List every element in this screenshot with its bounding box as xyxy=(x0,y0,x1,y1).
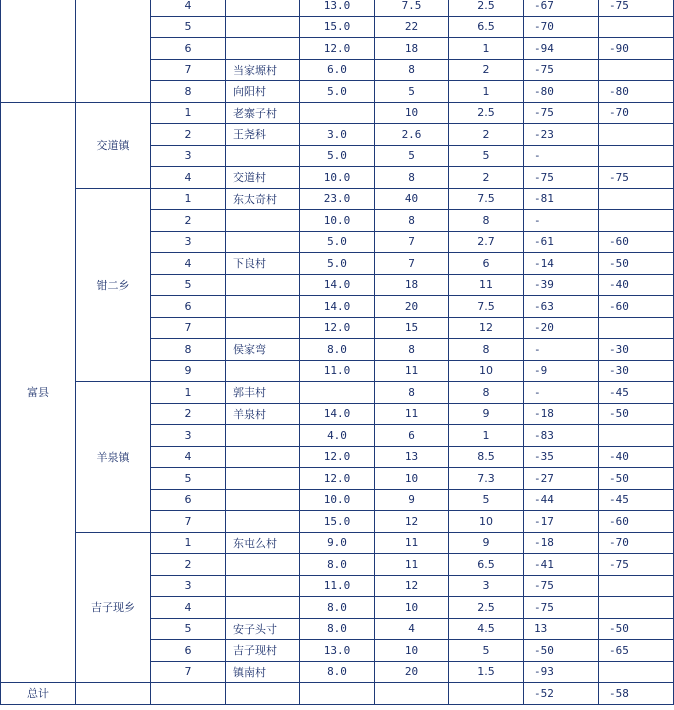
village-cell: 东屯么村 xyxy=(226,532,300,554)
change-a-cell: -93 xyxy=(524,661,599,683)
change-a-cell: -75 xyxy=(524,575,599,597)
serial-number-cell: 4 xyxy=(151,253,226,275)
change-b-cell xyxy=(599,210,674,232)
change-b-cell xyxy=(599,575,674,597)
value-c-cell: 6.5 xyxy=(449,554,524,576)
serial-number-cell: 3 xyxy=(151,575,226,597)
value-a-cell: 12.0 xyxy=(300,468,375,490)
value-c-cell: 4.5 xyxy=(449,618,524,640)
serial-number-cell: 8 xyxy=(151,81,226,103)
value-c-cell: 6.5 xyxy=(449,16,524,38)
change-b-cell xyxy=(599,597,674,619)
value-a-cell: 10.0 xyxy=(300,489,375,511)
total-serial-number-cell xyxy=(151,683,226,705)
value-b-cell: 8 xyxy=(375,59,449,81)
value-c-cell: 10 xyxy=(449,511,524,533)
value-a-cell: 8.0 xyxy=(300,597,375,619)
village-cell: 羊泉村 xyxy=(226,403,300,425)
change-b-cell: -60 xyxy=(599,511,674,533)
change-b-cell: -60 xyxy=(599,296,674,318)
serial-number-cell: 1 xyxy=(151,382,226,404)
value-a-cell: 11.0 xyxy=(300,575,375,597)
change-b-cell: -30 xyxy=(599,360,674,382)
change-a-cell: 13 xyxy=(524,618,599,640)
value-a-cell: 5.0 xyxy=(300,231,375,253)
value-c-cell: 2.5 xyxy=(449,597,524,619)
value-b-cell: 9 xyxy=(375,489,449,511)
value-a-cell: 8.0 xyxy=(300,661,375,683)
change-b-cell xyxy=(599,188,674,210)
table-row xyxy=(1,382,674,404)
value-b-cell: 5 xyxy=(375,145,449,167)
value-c-cell: 8 xyxy=(449,382,524,404)
value-c-cell: 2 xyxy=(449,59,524,81)
serial-number-cell: 3 xyxy=(151,425,226,447)
value-b-cell: 2.6 xyxy=(375,124,449,146)
total-label: 总计 xyxy=(1,683,76,705)
value-b-cell: 15 xyxy=(375,317,449,339)
change-a-cell: -9 xyxy=(524,360,599,382)
village-cell: 郭丰村 xyxy=(226,382,300,404)
total-row xyxy=(1,683,674,705)
serial-number-cell: 1 xyxy=(151,188,226,210)
change-a-cell: -75 xyxy=(524,597,599,619)
value-b-cell: 5 xyxy=(375,81,449,103)
value-c-cell: 7.5 xyxy=(449,188,524,210)
value-b-cell: 40 xyxy=(375,188,449,210)
serial-number-cell: 1 xyxy=(151,532,226,554)
change-b-cell: -65 xyxy=(599,640,674,662)
village-cell xyxy=(226,446,300,468)
serial-number-cell: 7 xyxy=(151,59,226,81)
county-cell: 富县 xyxy=(1,102,76,683)
value-c-cell: 3 xyxy=(449,575,524,597)
change-b-cell: -40 xyxy=(599,274,674,296)
village-cell: 当家塬村 xyxy=(226,59,300,81)
change-b-cell xyxy=(599,317,674,339)
serial-number-cell: 4 xyxy=(151,167,226,189)
village-cell xyxy=(226,425,300,447)
value-b-cell: 18 xyxy=(375,274,449,296)
table-row xyxy=(1,188,674,210)
value-c-cell: 9 xyxy=(449,532,524,554)
value-c-cell: 2.7 xyxy=(449,231,524,253)
change-a-cell: -44 xyxy=(524,489,599,511)
value-c-cell: 2 xyxy=(449,124,524,146)
village-cell xyxy=(226,210,300,232)
value-b-cell: 10 xyxy=(375,102,449,124)
change-a-cell: -18 xyxy=(524,532,599,554)
value-c-cell: 1.5 xyxy=(449,661,524,683)
change-a-cell: -18 xyxy=(524,403,599,425)
change-a-cell: -63 xyxy=(524,296,599,318)
serial-number-cell: 6 xyxy=(151,489,226,511)
town-cell: 吉子现乡 xyxy=(76,532,151,683)
value-a-cell xyxy=(300,382,375,404)
value-c-cell: 2.5 xyxy=(449,102,524,124)
serial-number-cell: 4 xyxy=(151,0,226,16)
change-b-cell: -70 xyxy=(599,102,674,124)
serial-number-cell: 2 xyxy=(151,403,226,425)
change-b-cell: -45 xyxy=(599,489,674,511)
serial-number-cell: 9 xyxy=(151,360,226,382)
village-cell xyxy=(226,360,300,382)
value-b-cell: 20 xyxy=(375,296,449,318)
value-b-cell: 11 xyxy=(375,532,449,554)
town-cell xyxy=(76,0,151,102)
table-body xyxy=(1,0,674,704)
change-a-cell: - xyxy=(524,382,599,404)
change-b-cell: -50 xyxy=(599,403,674,425)
change-b-cell xyxy=(599,16,674,38)
county-cell-empty xyxy=(1,0,76,102)
serial-number-cell: 4 xyxy=(151,597,226,619)
total-change-b-cell: -58 xyxy=(599,683,674,705)
value-c-cell: 1 xyxy=(449,425,524,447)
value-c-cell: 5 xyxy=(449,489,524,511)
change-b-cell: -80 xyxy=(599,81,674,103)
change-a-cell: -20 xyxy=(524,317,599,339)
value-c-cell: 8.5 xyxy=(449,446,524,468)
change-b-cell: -75 xyxy=(599,554,674,576)
change-a-cell: -94 xyxy=(524,38,599,60)
serial-number-cell: 2 xyxy=(151,554,226,576)
change-a-cell: -75 xyxy=(524,167,599,189)
value-b-cell: 8 xyxy=(375,167,449,189)
village-cell xyxy=(226,16,300,38)
total-value-a-cell xyxy=(300,683,375,705)
value-c-cell: 12 xyxy=(449,317,524,339)
change-b-cell xyxy=(599,661,674,683)
serial-number-cell: 5 xyxy=(151,16,226,38)
change-a-cell: -50 xyxy=(524,640,599,662)
value-a-cell: 13.0 xyxy=(300,0,375,16)
value-c-cell: 7.5 xyxy=(449,296,524,318)
value-b-cell: 12 xyxy=(375,575,449,597)
value-a-cell xyxy=(300,102,375,124)
change-a-cell: - xyxy=(524,145,599,167)
table-row xyxy=(1,0,674,16)
value-b-cell: 13 xyxy=(375,446,449,468)
value-c-cell: 9 xyxy=(449,403,524,425)
change-b-cell xyxy=(599,425,674,447)
value-b-cell: 8 xyxy=(375,339,449,361)
value-b-cell: 18 xyxy=(375,38,449,60)
town-cell: 钳二乡 xyxy=(76,188,151,382)
village-cell: 东太奇村 xyxy=(226,188,300,210)
village-cell xyxy=(226,317,300,339)
village-cell xyxy=(226,511,300,533)
change-b-cell: -50 xyxy=(599,468,674,490)
value-a-cell: 23.0 xyxy=(300,188,375,210)
change-b-cell: -70 xyxy=(599,532,674,554)
value-c-cell: 5 xyxy=(449,640,524,662)
value-a-cell: 14.0 xyxy=(300,274,375,296)
value-a-cell: 6.0 xyxy=(300,59,375,81)
serial-number-cell: 5 xyxy=(151,618,226,640)
value-b-cell: 22 xyxy=(375,16,449,38)
value-c-cell: 2 xyxy=(449,167,524,189)
value-a-cell: 9.0 xyxy=(300,532,375,554)
town-cell: 交道镇 xyxy=(76,102,151,188)
table-row xyxy=(1,532,674,554)
change-a-cell: -41 xyxy=(524,554,599,576)
value-a-cell: 12.0 xyxy=(300,446,375,468)
serial-number-cell: 6 xyxy=(151,640,226,662)
serial-number-cell: 2 xyxy=(151,124,226,146)
change-b-cell: -40 xyxy=(599,446,674,468)
value-a-cell: 5.0 xyxy=(300,253,375,275)
village-cell xyxy=(226,231,300,253)
village-cell xyxy=(226,296,300,318)
value-b-cell: 20 xyxy=(375,661,449,683)
village-cell: 侯家弯 xyxy=(226,339,300,361)
value-a-cell: 12.0 xyxy=(300,38,375,60)
serial-number-cell: 4 xyxy=(151,446,226,468)
serial-number-cell: 5 xyxy=(151,274,226,296)
village-cell xyxy=(226,597,300,619)
value-b-cell: 8 xyxy=(375,382,449,404)
change-b-cell xyxy=(599,124,674,146)
value-a-cell: 8.0 xyxy=(300,618,375,640)
change-a-cell: -83 xyxy=(524,425,599,447)
change-b-cell: -75 xyxy=(599,0,674,16)
serial-number-cell: 3 xyxy=(151,231,226,253)
change-a-cell: -67 xyxy=(524,0,599,16)
value-c-cell: 1 xyxy=(449,38,524,60)
serial-number-cell: 5 xyxy=(151,468,226,490)
serial-number-cell: 7 xyxy=(151,317,226,339)
village-cell: 安子头寸 xyxy=(226,618,300,640)
change-a-cell: -27 xyxy=(524,468,599,490)
change-a-cell: -75 xyxy=(524,59,599,81)
value-a-cell: 10.0 xyxy=(300,167,375,189)
value-b-cell: 6 xyxy=(375,425,449,447)
value-c-cell: 2.5 xyxy=(449,0,524,16)
value-a-cell: 10.0 xyxy=(300,210,375,232)
change-a-cell: -17 xyxy=(524,511,599,533)
village-cell xyxy=(226,554,300,576)
change-b-cell: -50 xyxy=(599,253,674,275)
value-b-cell: 11 xyxy=(375,360,449,382)
village-cell xyxy=(226,575,300,597)
value-b-cell: 7 xyxy=(375,231,449,253)
value-c-cell: 10 xyxy=(449,360,524,382)
value-c-cell: 8 xyxy=(449,339,524,361)
serial-number-cell: 6 xyxy=(151,296,226,318)
change-a-cell: -70 xyxy=(524,16,599,38)
serial-number-cell: 6 xyxy=(151,38,226,60)
village-cell: 交道村 xyxy=(226,167,300,189)
change-b-cell: -50 xyxy=(599,618,674,640)
value-c-cell: 8 xyxy=(449,210,524,232)
value-b-cell: 11 xyxy=(375,554,449,576)
serial-number-cell: 7 xyxy=(151,661,226,683)
village-cell xyxy=(226,0,300,16)
total-change-a-cell: -52 xyxy=(524,683,599,705)
change-a-cell: -61 xyxy=(524,231,599,253)
value-a-cell: 3.0 xyxy=(300,124,375,146)
total-village-cell xyxy=(226,683,300,705)
value-b-cell: 7 xyxy=(375,253,449,275)
serial-number-cell: 2 xyxy=(151,210,226,232)
value-c-cell: 1 xyxy=(449,81,524,103)
village-cell: 下良村 xyxy=(226,253,300,275)
change-a-cell: -80 xyxy=(524,81,599,103)
village-cell: 王尧科 xyxy=(226,124,300,146)
value-a-cell: 13.0 xyxy=(300,640,375,662)
village-cell xyxy=(226,274,300,296)
value-a-cell: 15.0 xyxy=(300,16,375,38)
value-b-cell: 10 xyxy=(375,640,449,662)
town-cell: 羊泉镇 xyxy=(76,382,151,533)
value-b-cell: 10 xyxy=(375,597,449,619)
serial-number-cell: 7 xyxy=(151,511,226,533)
value-b-cell: 7.5 xyxy=(375,0,449,16)
change-a-cell: - xyxy=(524,210,599,232)
change-b-cell: -30 xyxy=(599,339,674,361)
change-a-cell: -35 xyxy=(524,446,599,468)
total-value-c-cell xyxy=(449,683,524,705)
change-b-cell xyxy=(599,145,674,167)
village-cell: 吉子现村 xyxy=(226,640,300,662)
value-a-cell: 12.0 xyxy=(300,317,375,339)
value-b-cell: 10 xyxy=(375,468,449,490)
village-cell xyxy=(226,468,300,490)
value-a-cell: 5.0 xyxy=(300,145,375,167)
village-cell xyxy=(226,489,300,511)
value-a-cell: 5.0 xyxy=(300,81,375,103)
value-b-cell: 12 xyxy=(375,511,449,533)
serial-number-cell: 8 xyxy=(151,339,226,361)
value-b-cell: 8 xyxy=(375,210,449,232)
change-a-cell: -39 xyxy=(524,274,599,296)
change-b-cell: -45 xyxy=(599,382,674,404)
total-town-cell xyxy=(76,683,151,705)
value-c-cell: 6 xyxy=(449,253,524,275)
village-cell: 向阳村 xyxy=(226,81,300,103)
change-b-cell: -90 xyxy=(599,38,674,60)
value-c-cell: 7.3 xyxy=(449,468,524,490)
change-a-cell: -14 xyxy=(524,253,599,275)
serial-number-cell: 3 xyxy=(151,145,226,167)
value-a-cell: 15.0 xyxy=(300,511,375,533)
value-a-cell: 4.0 xyxy=(300,425,375,447)
change-a-cell: - xyxy=(524,339,599,361)
change-a-cell: -75 xyxy=(524,102,599,124)
value-a-cell: 8.0 xyxy=(300,554,375,576)
village-cell xyxy=(226,38,300,60)
table-row xyxy=(1,102,674,124)
change-b-cell: -60 xyxy=(599,231,674,253)
change-a-cell: -23 xyxy=(524,124,599,146)
change-a-cell: -81 xyxy=(524,188,599,210)
value-a-cell: 14.0 xyxy=(300,296,375,318)
total-value-b-cell xyxy=(375,683,449,705)
village-cell xyxy=(226,145,300,167)
value-b-cell: 11 xyxy=(375,403,449,425)
value-c-cell: 5 xyxy=(449,145,524,167)
village-cell: 镇南村 xyxy=(226,661,300,683)
value-b-cell: 4 xyxy=(375,618,449,640)
change-b-cell xyxy=(599,59,674,81)
value-a-cell: 14.0 xyxy=(300,403,375,425)
serial-number-cell: 1 xyxy=(151,102,226,124)
village-cell: 老寨子村 xyxy=(226,102,300,124)
value-c-cell: 11 xyxy=(449,274,524,296)
change-b-cell: -75 xyxy=(599,167,674,189)
value-a-cell: 11.0 xyxy=(300,360,375,382)
value-a-cell: 8.0 xyxy=(300,339,375,361)
